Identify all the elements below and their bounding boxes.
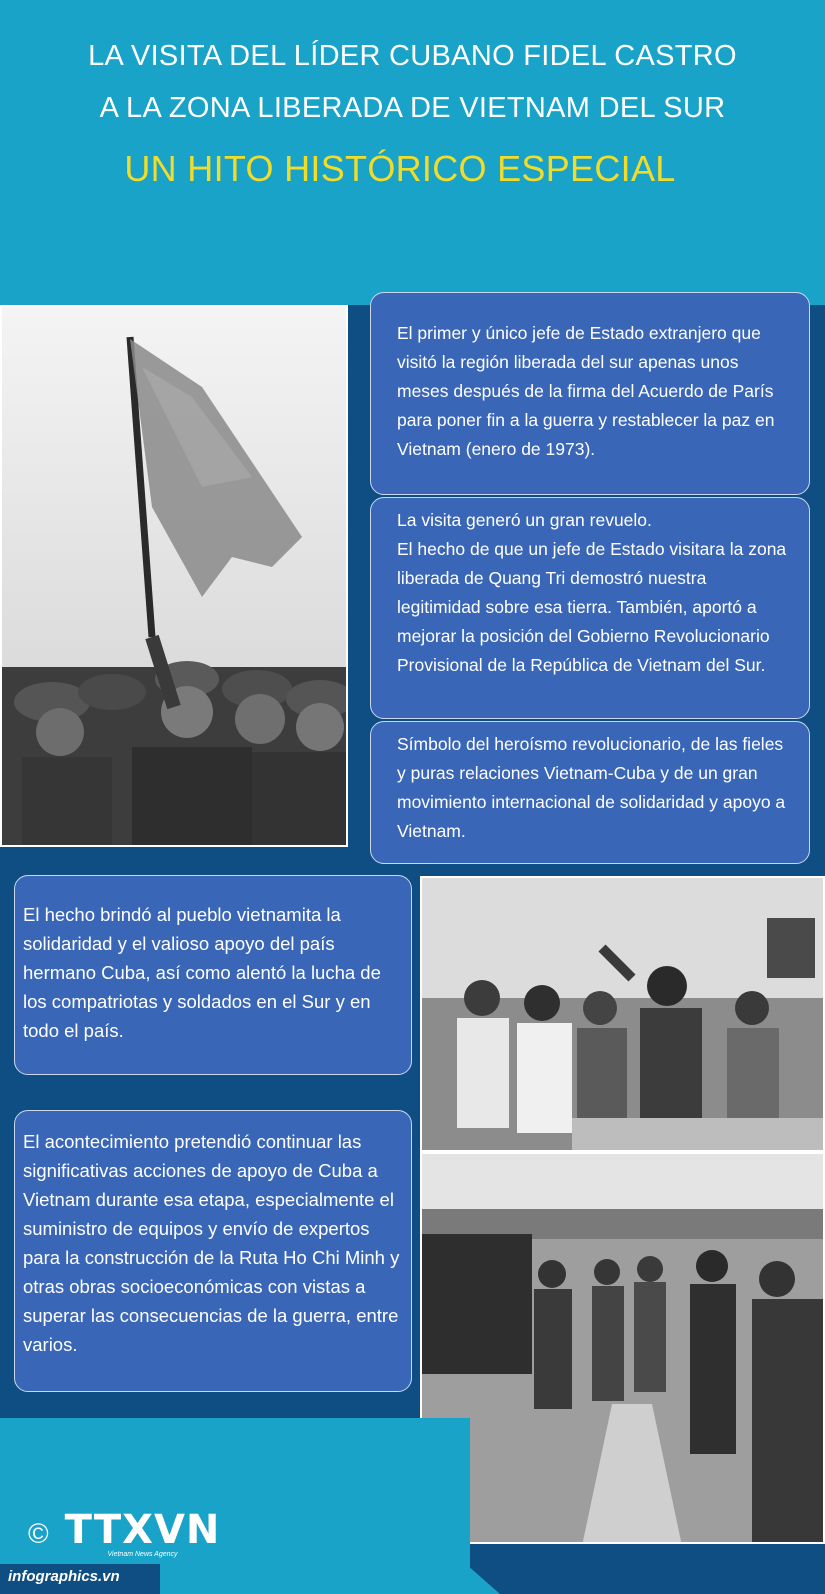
site-link[interactable]: infographics.vn [8, 1568, 120, 1585]
page-subtitle: UN HITO HISTÓRICO ESPECIAL [124, 148, 676, 189]
info-box-first-head-of-state [370, 292, 810, 495]
copyright-icon: © [28, 1518, 49, 1549]
title-line-2: A LA ZONA LIBERADA DE VIETNAM DEL SUR [99, 92, 726, 124]
info-box-text: Símbolo del heroísmo revolucionario, de las fieles y puras relaciones Vietnam-Cuba y de un gran movimiento internacional de solidaridad y apoyo a Vietnam. [397, 734, 786, 841]
footer-slant-shape [300, 1418, 500, 1594]
info-box-support-actions [14, 1110, 412, 1392]
photo-castro-with-officials [420, 876, 825, 1152]
info-box-symbol [370, 721, 810, 864]
ttxvn-logo [28, 1507, 221, 1558]
info-box-solidarity [14, 875, 412, 1075]
header-banner [0, 0, 825, 305]
info-box-text: El hecho de que un jefe de Estado visitara la zona liberada de Quang Tri demostró nuestra legitimidad sobre esa tierra. También, aportó a mejorar la posición del Gobierno Revolucionario Provisional de la República de Vietnam del Sur. [397, 539, 787, 675]
title-line-1: LA VISITA DEL LÍDER CUBANO FIDEL CASTRO [88, 40, 737, 72]
photo-castro-with-flag [0, 305, 348, 847]
info-box-visit-impact [370, 497, 810, 719]
info-box-text: El hecho brindó al pueblo vietnamita la solidaridad y el valioso apoyo del país hermano Cuba, así como alentó la lucha de los compatriotas y soldados en el Sur y en todo el país. [23, 904, 381, 1041]
page-title [0, 30, 825, 134]
logo-text: TTXVN [64, 1507, 221, 1553]
logo-subtext: Vietnam News Agency [107, 1551, 178, 1558]
info-box-text-intro: La visita generó un gran revuelo. [397, 510, 652, 530]
ttxvn-wordmark [64, 1507, 221, 1558]
info-box-text: El acontecimiento pretendió continuar las significativas acciones de apoyo de Cuba a Vietnam durante esa etapa, especialmente el suministro de equipos y envío de expertos para la construcción de la Ruta Ho Chi Minh y otras obras socioeconómicas con vistas a superar las consecuencias de la guerra, entre varios. [23, 1131, 400, 1355]
info-box-text: El primer y único jefe de Estado extranjero que visitó la región liberada del sur apenas unos meses después de la firma del Acuerdo de París para poner fin a la guerra y restablecer la paz en Vietnam (enero de 1973). [397, 323, 775, 459]
